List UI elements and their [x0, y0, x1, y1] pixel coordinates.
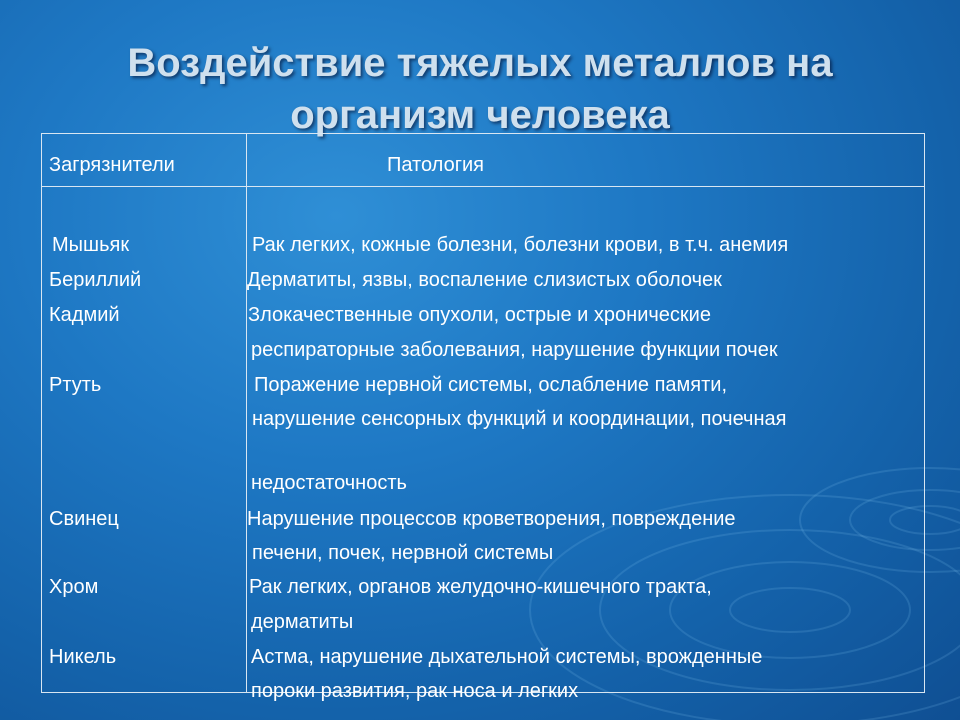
header-pollutants: Загрязнители: [49, 154, 175, 176]
header-pathology: Патология: [387, 154, 484, 176]
pollutant-name: Ртуть: [49, 374, 102, 396]
pathology-text: Поражение нервной системы, ослабление памяти,: [254, 374, 728, 396]
slide-title-line-1: Воздействие тяжелых металлов на: [127, 41, 833, 85]
pathology-text: печени, почек, нервной системы: [252, 542, 554, 564]
table-header-divider: [41, 186, 925, 187]
pathology-text: нарушение сенсорных функций и координации, почечная: [252, 408, 787, 430]
pollutant-name: Никель: [49, 646, 117, 668]
pathology-text: Рак легких, органов желудочно-кишечного тракта,: [249, 576, 712, 598]
pathology-text: Астма, нарушение дыхательной системы, врожденные: [251, 646, 763, 668]
pathology-text: Злокачественные опухоли, острые и хронические: [248, 304, 711, 326]
pollutant-name: Хром: [49, 576, 99, 598]
pathology-text: Дерматиты, язвы, воспаление слизистых оболочек: [247, 269, 722, 291]
pathology-text: недостаточность: [251, 472, 407, 494]
pathology-text: респираторные заболевания, нарушение функции почек: [251, 339, 778, 361]
pollutant-name: Бериллий: [49, 269, 142, 291]
pathology-text: пороки развития, рак носа и легких: [251, 680, 579, 702]
slide-title-line-2: организм человека: [290, 93, 670, 137]
pathology-text: дерматиты: [251, 611, 354, 633]
pollutant-name: Свинец: [49, 508, 119, 530]
pollutant-name: Кадмий: [49, 304, 120, 326]
pathology-text: Рак легких, кожные болезни, болезни крови, в т.ч. анемия: [252, 234, 789, 256]
pollutant-name: Мышьяк: [52, 234, 130, 256]
pathology-text: Нарушение процессов кроветворения, повреждение: [247, 508, 736, 530]
table-column-divider: [246, 133, 247, 693]
